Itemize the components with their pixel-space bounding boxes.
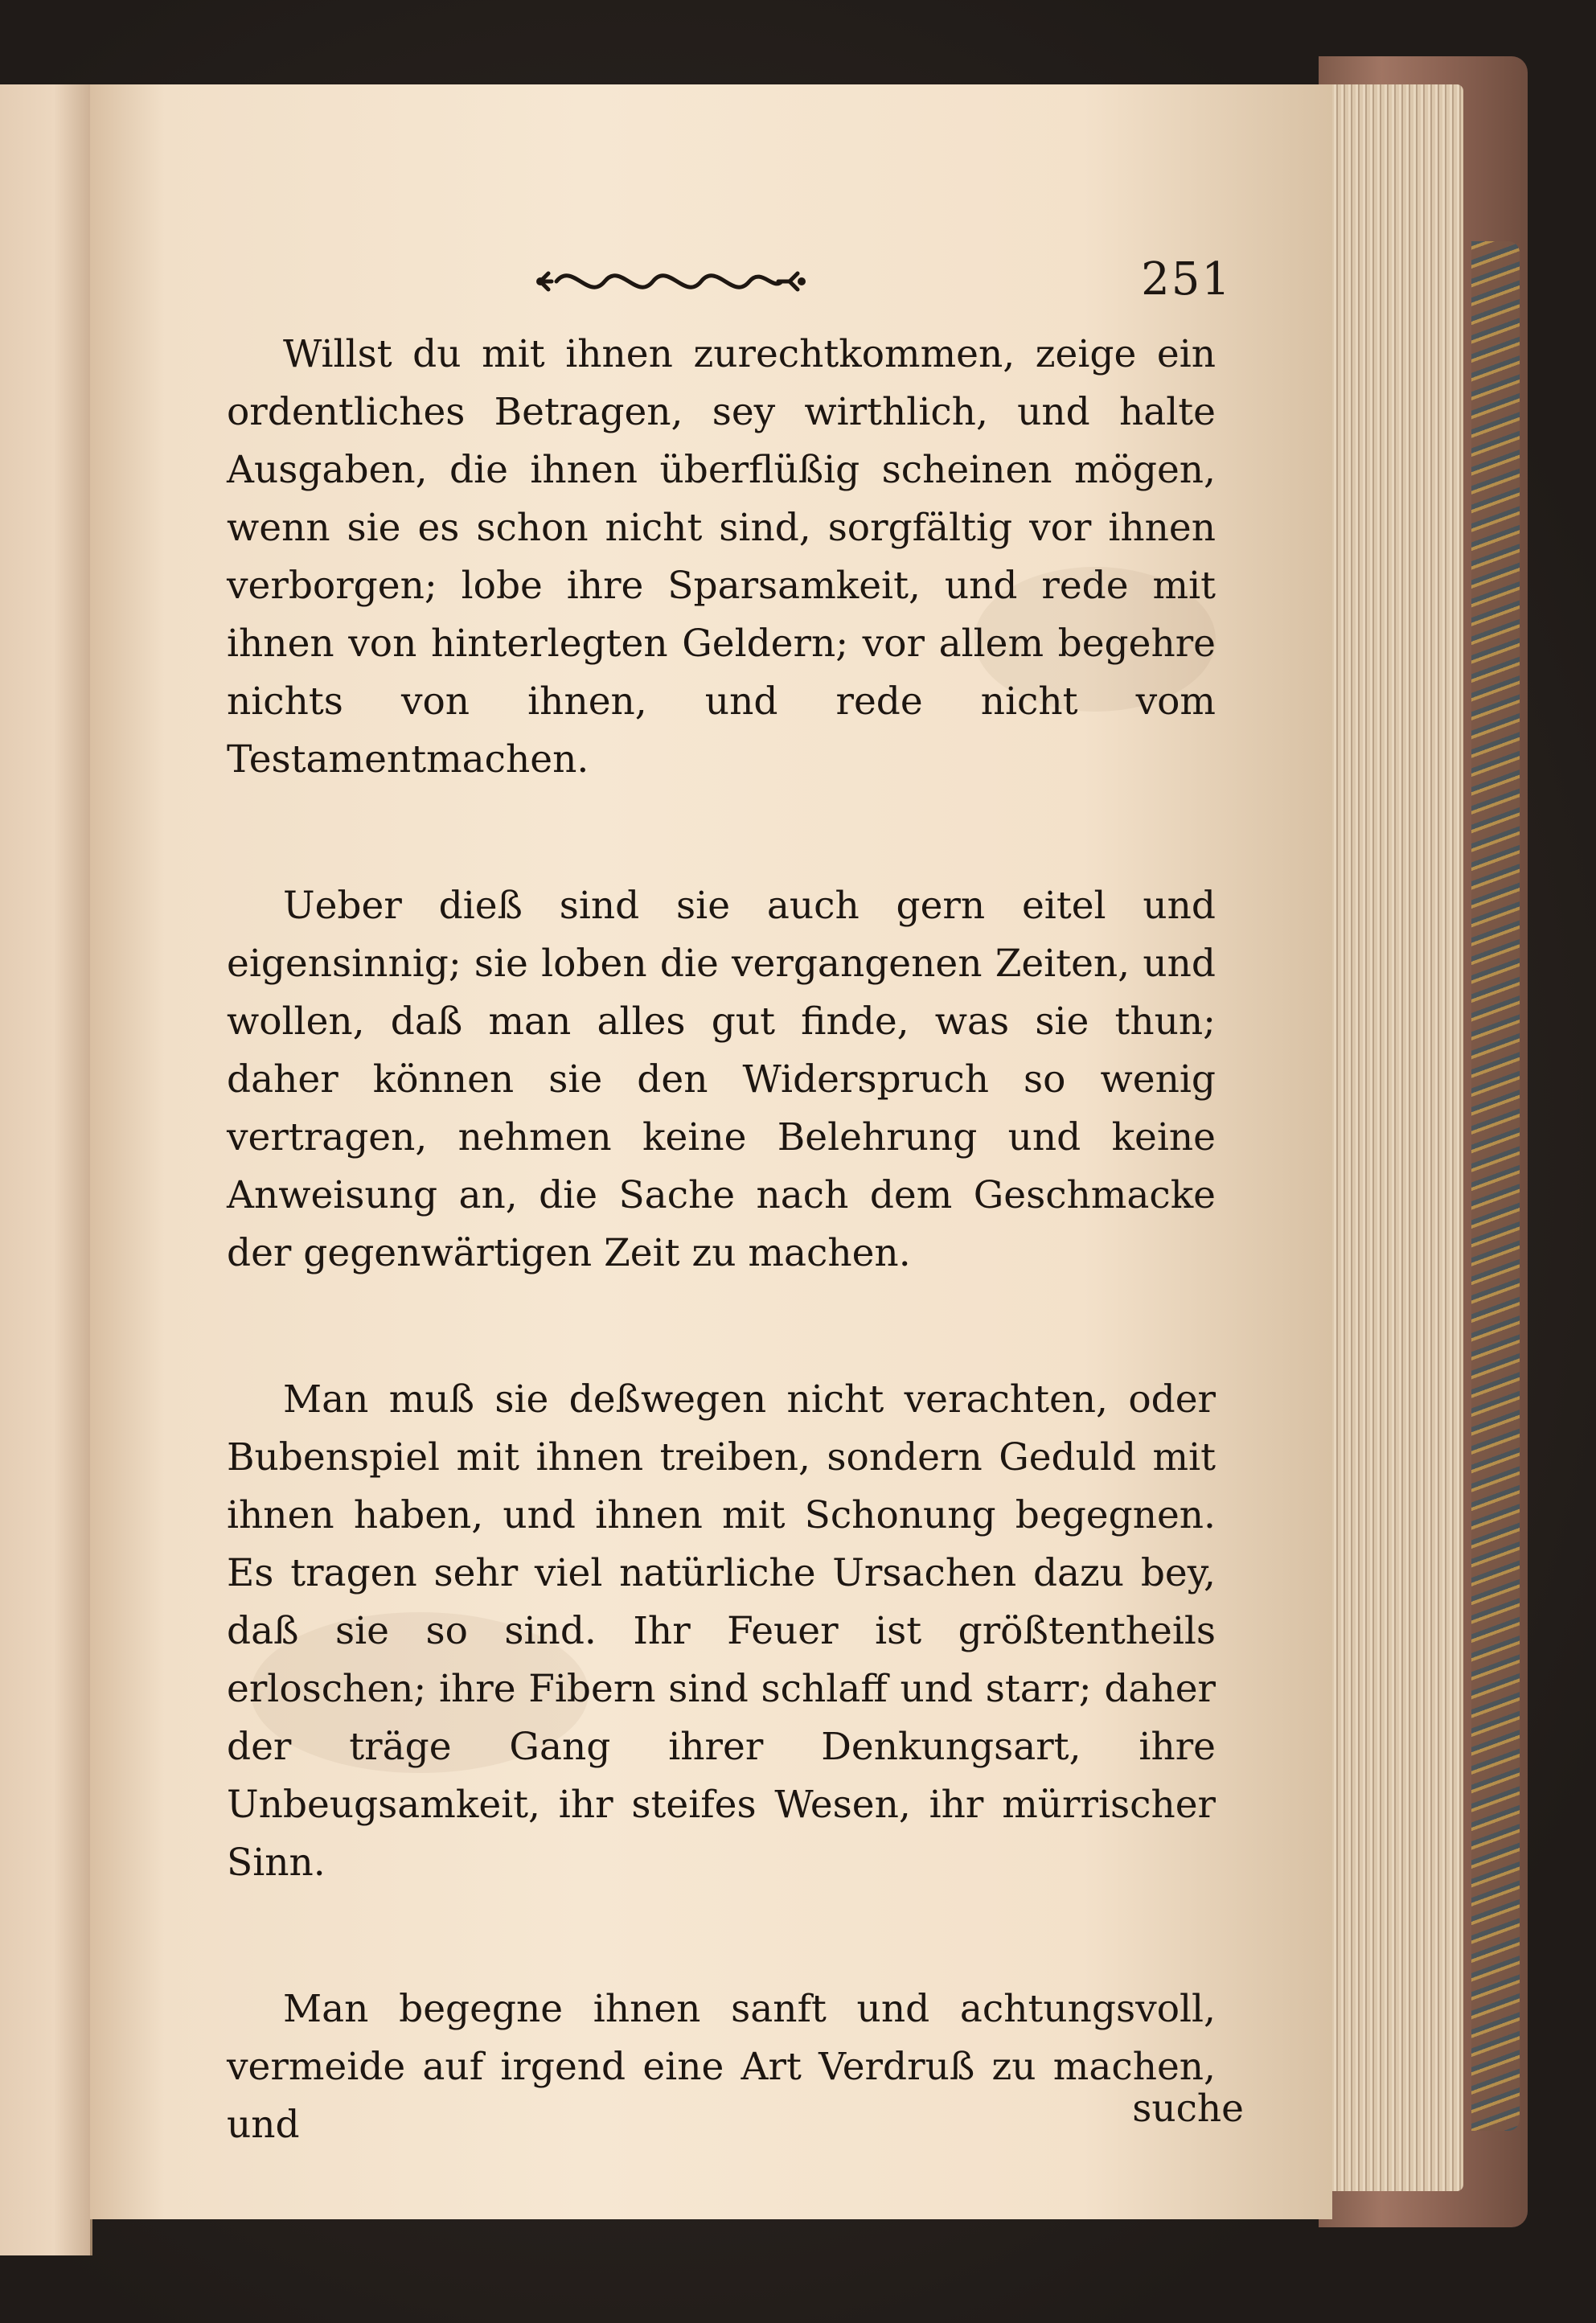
body-text <box>227 326 1216 2154</box>
paragraph: Man muß sie deßwegen nicht verachten, oder Bubenspiel mit ihnen treiben, sondern Geduld mit ihnen haben, und ihnen mit Schonung begegnen. Es tragen sehr viel natürliche Ursachen dazu bey, daß sie so sind. Ihr Feuer ist größtentheils erloschen; ihre Fibern sind schlaff und starr; daher der träge Gang ihrer Denkungsart, ihre Unbeugsamkeit, ihr steifes Wesen, ihr mürrischer Sinn. <box>227 1377 1216 1885</box>
paragraph: Willst du mit ihnen zurechtkommen, zeige ein ordentliches Betragen, sey wirthlich, und halte Ausgaben, die ihnen überflüßig scheinen mögen, wenn sie es schon nicht sind, sorgfältig vor ihnen verborgen; lobe ihre Sparsamkeit, und rede mit ihnen von hinterlegten Geldern; vor allem begehre nichts von ihnen, und rede nicht vom Testamentmachen. <box>227 332 1216 782</box>
page-number: 251 <box>1141 253 1232 306</box>
page-header <box>524 253 1232 310</box>
page-edges <box>1327 84 1463 2191</box>
ornament-icon <box>524 253 814 310</box>
left-page-edge <box>0 84 92 2255</box>
paragraph: Ueber dieß sind sie auch gern eitel und eigensinnig; sie loben die vergangenen Zeiten, und wollen, daß man alles gut finde, was sie thun; daher können sie den Widerspruch so wenig vertragen, nehmen keine Belehrung und keine Anweisung an, die Sache nach dem Geschmacke der gegenwärtigen Zeit zu machen. <box>227 884 1216 1275</box>
marbled-cover-edge <box>1471 241 1520 2131</box>
catchword: suche <box>1132 2087 1244 2131</box>
book-page <box>90 84 1332 2219</box>
paragraph: Man begegne ihnen sanft und achtungsvoll, vermeide auf irgend eine Art Verdruß zu machen, und <box>227 1987 1216 2147</box>
